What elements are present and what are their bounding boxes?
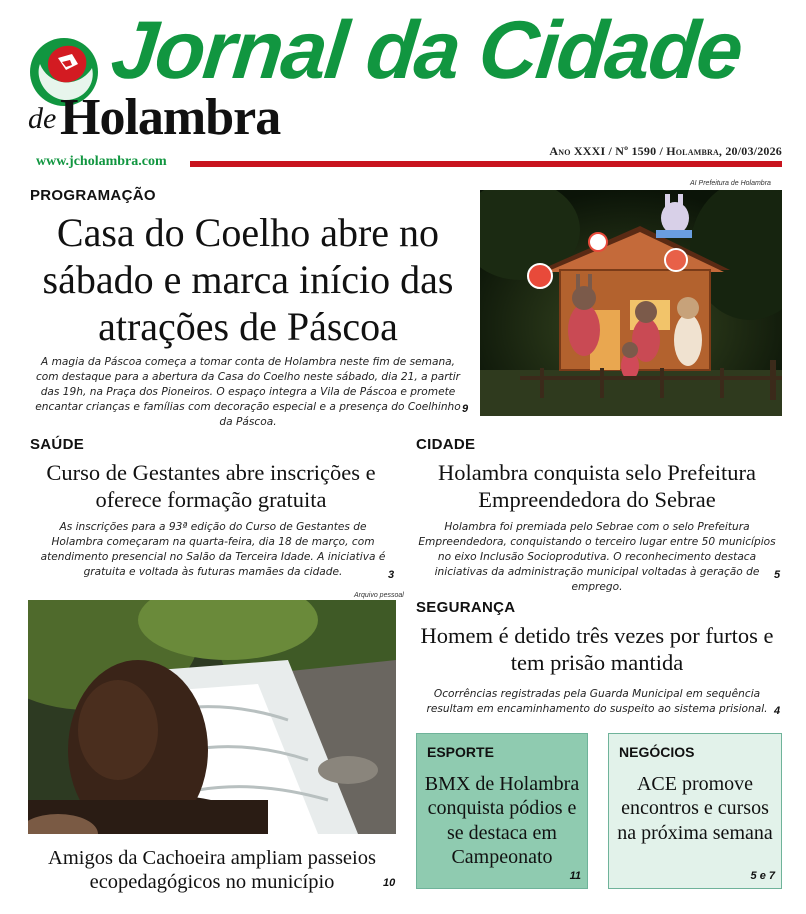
saude-headline[interactable]: Curso de Gestantes abre inscrições e oferece formação gratuita xyxy=(46,460,376,512)
negocios-page-number: 5 e 7 xyxy=(750,870,775,882)
lead-summary: A magia da Páscoa começa a tomar conta de Holambra neste fim de semana, com destaque para a abertura da Casa do Coelho neste sábado, dia 21, a partir das 19h, na Praça dos Pioneiros. O espaço integra a Vila de Páscoa e promete encantar crianças e famílias com decoração especial e a presença do Coelhinho da Páscoa. xyxy=(35,356,461,429)
waterfall-photo[interactable] xyxy=(28,600,396,834)
easter-bunny-house-photo[interactable] xyxy=(480,190,782,416)
section-label-seguranca: SEGURANÇA xyxy=(416,599,516,616)
saude-page-number: 3 xyxy=(388,569,395,581)
lead-page-number: 9 xyxy=(462,403,469,415)
newspaper-title: Jornal da Cidade xyxy=(107,5,746,96)
seguranca-headline[interactable]: Homem é detido três vezes por furtos e tem prisão mantida xyxy=(420,623,774,675)
cachoeira-page-number: 10 xyxy=(383,877,396,889)
seguranca-summary: Ocorrências registradas pela Guarda Municipal em sequência resultam em encaminhamento do suspeito ao sistema prisional. xyxy=(426,688,768,716)
esporte-headline[interactable]: BMX de Holambra conquista pódios e se destaca em Campeonato xyxy=(424,773,580,869)
edition-info: Ano XXXI / Nº 1590 / Holambra, 20/03/2026 xyxy=(549,144,782,158)
lead-photo-credit: AI Prefeitura de Holambra xyxy=(690,180,771,187)
section-label-negocios: NEGÓCIOS xyxy=(619,744,695,760)
esporte-box[interactable] xyxy=(416,733,588,889)
section-label-esporte: ESPORTE xyxy=(427,744,494,760)
negocios-box[interactable] xyxy=(608,733,782,889)
cachoeira-headline[interactable]: Amigos da Cachoeira ampliam passeios ecopedagógicos no município xyxy=(48,847,376,894)
section-label-programacao: PROGRAMAÇÃO xyxy=(30,187,156,204)
cachoeira-photo-credit: Arquivo pessoal xyxy=(354,592,404,599)
seguranca-page-number: 4 xyxy=(774,705,781,717)
esporte-page-number: 11 xyxy=(569,870,581,882)
section-label-saude: SAÚDE xyxy=(30,436,85,453)
saude-summary: As inscrições para a 93ª edição do Curso de Gestantes de Holambra começaram na quarta-feira, dia 18 de março, com atendimento presencial no Salão da Terceira Idade. A iniciativa é gratuita e voltada às futuras mamães da cidade. xyxy=(40,521,386,579)
cidade-page-number: 5 xyxy=(774,569,781,581)
lead-headline[interactable]: Casa do Coelho abre no sábado e marca início das atrações de Páscoa xyxy=(42,210,454,349)
website-link[interactable]: www.jcholambra.com xyxy=(36,154,167,169)
masthead-city: Holambra xyxy=(60,89,281,146)
cidade-headline[interactable]: Holambra conquista selo Prefeitura Empreendedora do Sebrae xyxy=(437,460,757,512)
masthead-de: de xyxy=(28,102,57,135)
cidade-summary: Holambra foi premiada pelo Sebrae com o selo Prefeitura Empreendedora, conquistando o terceiro lugar entre 50 municípios no eixo Inclusão Socioprodutiva. O reconhecimento destaca iniciativas da administração municipal voltadas à geração de emprego. xyxy=(418,521,776,594)
section-label-cidade: CIDADE xyxy=(416,436,476,453)
negocios-headline[interactable]: ACE promove encontros e cursos na próxima semana xyxy=(617,773,773,844)
masthead-red-rule xyxy=(190,161,782,167)
